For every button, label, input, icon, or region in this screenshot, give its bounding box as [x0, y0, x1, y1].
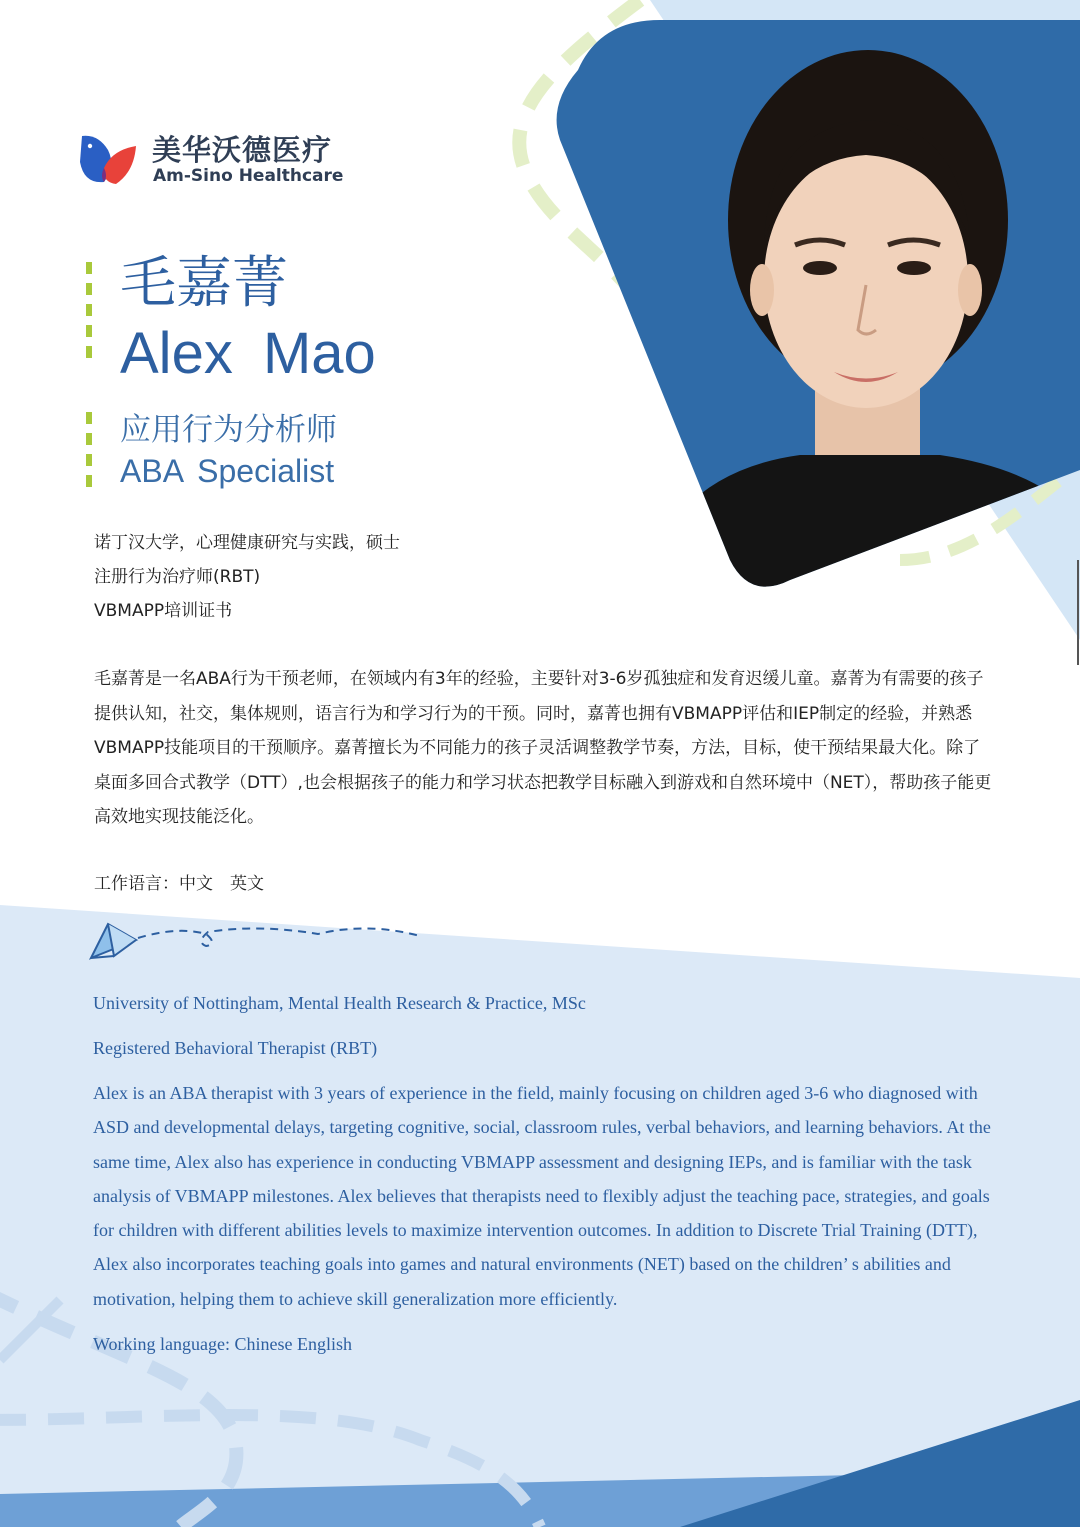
bio-en: Alex is an ABA therapist with 3 years of experience in the field, mainly focusing on children aged 3-6 who diagnosed with ASD and developmental delays, targeting cognitive, social, classroom rules, verbal behaviors, and learning behaviors. At the same time, Alex also has experience in conducting VBMAPP assessment and designing IEPs, and is familiar with the task analysis of VBMAPP milestones. Alex believes that therapists need to flexibly adjust the teaching pace, strategies, and goals for children with different abilities levels to maximize intervention outcomes. In addition to Discrete Trial Training (DTT), Alex also incorporates teaching goals into games and natural environments (NET) based on the children’ s abilities and motivation, helping them to achieve skill generalization more efficiently. — [93, 1083, 991, 1309]
brand-logo — [78, 128, 358, 190]
bird-logo-icon — [78, 132, 138, 186]
education-en: University of Nottingham, Mental Health Research & Practice, MSc — [93, 993, 586, 1013]
credential-item: VBMAPP培训证书 — [94, 601, 233, 621]
paper-plane-icon — [88, 920, 428, 964]
credential-item: 注册行为治疗师(RBT) — [94, 567, 261, 587]
english-section — [93, 986, 998, 1361]
credentials-list — [94, 526, 554, 628]
working-language-en: Working language: Chinese English — [93, 1334, 353, 1355]
accent-dash-bar — [86, 262, 92, 374]
brand-name-en: Am-Sino Healthcare — [153, 166, 344, 186]
name-cn: 毛嘉菁 — [120, 251, 288, 316]
certification-en: Registered Behavioral Therapist (RBT) — [93, 1038, 378, 1058]
name-en: Alex Mao — [120, 321, 376, 386]
accent-dash-bar — [86, 412, 92, 488]
credential-item: 诺丁汉大学，心理健康研究与实践，硕士 — [94, 533, 400, 553]
bio-cn: 毛嘉菁是一名ABA行为干预老师，在领域内有3年的经验，主要针对3-6岁孤独症和发育迟缓儿童。嘉菁为有需要的孩子提供认知，社交，集体规则，语言行为和学习行为的干预。同时，嘉菁也拥有VBMAPP评估和IEP制定的经验，并熟悉VBMAPP技能项目的干预顺序。嘉菁擅长为不同能力的孩子灵活调整教学节奏，方法，目标，使干预结果最大化。除了桌面多回合式教学（DTT）,也会根据孩子的能力和学习状态把教学目标融入到游戏和自然环境中（NET），帮助孩子能更高效地实现技能泛化。 — [94, 669, 992, 827]
brand-name-cn: 美华沃德医疗 — [152, 133, 333, 167]
working-language-cn: 工作语言：中文 英文 — [94, 874, 264, 894]
job-title-cn: 应用行为分析师 — [120, 412, 337, 448]
job-title-en: ABA Specialist — [120, 453, 335, 489]
